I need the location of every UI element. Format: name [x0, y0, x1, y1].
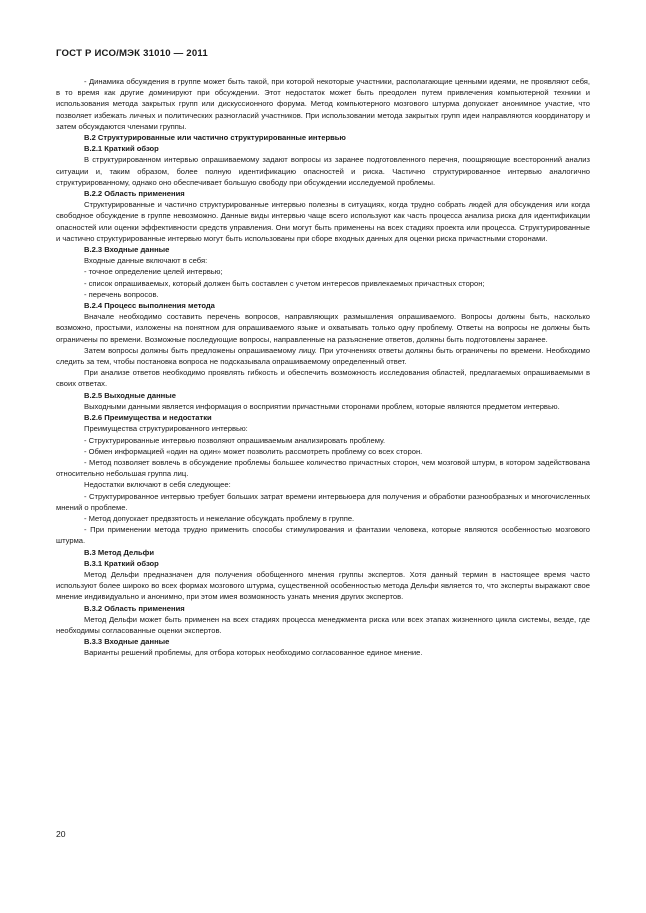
list-item: - точное определение целей интервью;: [84, 267, 223, 277]
section-heading: В.2.4 Процесс выполнения метода: [84, 301, 215, 311]
section-heading: В.3.3 Входные данные: [84, 637, 170, 647]
list-item: - При применении метода трудно применить способы стимулирования и фантазии человека, которые являются особенностью мозгового штурма.: [56, 525, 590, 546]
document-header: ГОСТ Р ИСО/МЭК 31010 — 2011: [56, 48, 208, 59]
list-item: - Структурированные интервью позволяют опрашиваемым анализировать проблему.: [84, 435, 386, 445]
paragraph: Вначале необходимо составить перечень вопросов, направляющих размышления опрашиваемого. Вопросы должны быть, насколько возможно, простыми, изложены на понятном для опрашиваемого языке и охватывать только одну проблему. Ответы на вопросы не должны быть ограничены по времени. Возможные последующие вопросы, направленные на разъяснение ответов, должны быть подготовлены заранее.: [56, 312, 590, 344]
page-number: 20: [56, 829, 66, 839]
list-item: Преимущества структурированного интервью:: [84, 424, 248, 434]
list-item: - список опрашиваемых, который должен быть составлен с учетом интересов привлекаемых причастных сторон;: [84, 278, 485, 288]
section-heading: В.2.6 Преимущества и недостатки: [84, 413, 212, 423]
paragraph: Выходными данными является информация о восприятии причастными сторонами проблем, которые являются предметом интервью.: [84, 401, 560, 411]
document-body: [56, 76, 590, 659]
section-heading: В.2.5 Выходные данные: [84, 390, 176, 400]
paragraph: Метод Дельфи может быть применен на всех стадиях процесса менеджмента риска или всех этапах жизненного цикла системы, везде, где необходимы согласованные оценки экспертов.: [56, 614, 590, 635]
list-item: - перечень вопросов.: [84, 289, 159, 299]
paragraph: В структурированном интервью опрашиваемому задают вопросы из заранее подготовленного перечня, поощряющие всесторонний анализ ситуации и, таким образом, более полную идентификацию опасностей и риска. Частично структурированное интервью аналогично структурированному, однако оно обеспечивает большую свободу при обсуждении исследуемой проблемы.: [56, 155, 590, 187]
list-item: - Структурированное интервью требует больших затрат времени интервьюера для получения и обработки разнообразных и многочисленных мнений о проблеме.: [56, 491, 590, 512]
paragraph: Метод Дельфи предназначен для получения обобщенного мнения группы экспертов. Хотя данный термин в настоящее время часто используют более широко во всех формах мозгового штурма, существенной особенностью метода Дельфи является то, что эксперты выражают свое мнение индивидуально и анонимно, при этом имея возможность узнать мнения других экспертов.: [56, 569, 590, 602]
paragraph: Структурированные и частично структурированные интервью полезны в ситуациях, когда трудно собрать людей для обсуждения или когда свободное обсуждение в группе невозможно. Данные виды интервью чаще всего используют как часть процесса анализа риска для идентификации опасностей или оценки эффективности средств управления. Они могут быть применены на всех стадиях проекта или процесса. Структурированные и частично структурированные интервью могут быть использованы при сборе входных данных для оценки риска причастными сторонами.: [56, 200, 590, 243]
paragraph: Варианты решений проблемы, для отбора которых необходимо согласованное единое мнение.: [84, 648, 423, 658]
section-heading: В.2.2 Область применения: [84, 189, 185, 199]
list-item: Входные данные включают в себя:: [84, 256, 208, 266]
section-heading: В.2.3 Входные данные: [84, 245, 170, 255]
section-heading: В.2 Структурированные или частично структурированные интервью: [84, 133, 346, 143]
paragraph: При анализе ответов необходимо проявлять гибкость и обеспечить возможность исследования областей, предлагаемых опрашиваемыми в своих ответах.: [56, 368, 590, 389]
section-heading: В.3 Метод Дельфи: [84, 547, 154, 557]
list-item: - Метод позволяет вовлечь в обсуждение проблемы большее количество причастных сторон, чем мозговой штурм, в котором задействована относительно небольшая группа лиц.: [56, 457, 590, 479]
section-heading: В.3.2 Область применения: [84, 603, 185, 613]
list-item: - Обмен информацией «один на один» может позволить рассмотреть проблему со всех сторон.: [84, 446, 423, 456]
section-heading: В.2.1 Краткий обзор: [84, 144, 159, 154]
list-item: - Метод допускает предвзятость и нежелание обсуждать проблему в группе.: [84, 513, 355, 523]
section-heading: В.3.1 Краткий обзор: [84, 558, 159, 568]
paragraph: Затем вопросы должны быть предложены опрашиваемому лицу. При уточнениях ответы должны быть ограничены по времени. Необходимо следить за тем, чтобы постановка вопроса не подсказывала опрашиваемому определенный ответ.: [56, 345, 590, 367]
paragraph: - Динамика обсуждения в группе может быть такой, при которой некоторые участники, располагающие ценными идеями, не проявляют себя, в то время как другие доминируют при обсуждении. Этот недостаток может быть преодолен путем привлечения компьютерной техники и использования метода закрытых групп или дискуссионного форума. Метод компьютерного мозгового штурма допускает анонимное участие, что позволяет избежать личных и политических разногласий участников. При использовании метода закрытых групп идеи направляются координатору и затем обсуждаются членами группы.: [56, 77, 590, 131]
list-item: Недостатки включают в себя следующее:: [84, 480, 231, 490]
